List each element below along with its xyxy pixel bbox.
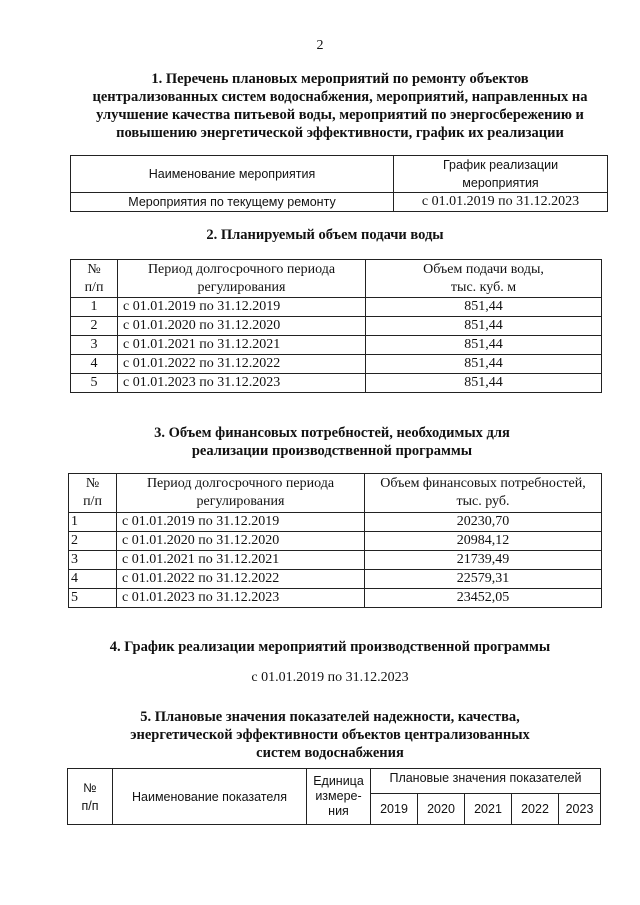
row-num: 5 (71, 374, 118, 393)
row-volume: 851,44 (366, 317, 602, 336)
header-schedule-line: График реализации (442, 158, 559, 172)
activity-schedule-cell: с 01.01.2019 по 31.12.2023 (394, 193, 608, 212)
row-period: с 01.01.2023 по 31.12.2023 (118, 374, 366, 393)
header-schedule-line: мероприятия (462, 176, 539, 190)
section4-title: 4. График реализации мероприятий производственной программы (109, 639, 551, 655)
row-finance: 20230,70 (365, 513, 602, 532)
row-volume: 851,44 (366, 355, 602, 374)
section1-title-line: повышению энергетической эффективности, график их реализации (116, 125, 564, 141)
section3-title-line: 3. Объем финансовых потребностей, необходимых для (154, 425, 510, 441)
row-period: с 01.01.2023 по 31.12.2023 (117, 589, 365, 608)
header-volume-line: тыс. куб. м (450, 279, 517, 295)
section1-title (40, 70, 640, 142)
header-finance-line: тыс. руб. (456, 494, 510, 509)
header-period (118, 260, 366, 298)
activities-table (70, 155, 608, 212)
header-unit-line: Единица (313, 774, 364, 788)
row-period: с 01.01.2021 по 31.12.2021 (118, 336, 366, 355)
header-year: 2021 (465, 794, 512, 825)
section3-title (32, 424, 632, 460)
header-num-line: п/п (81, 798, 99, 813)
header-period (117, 474, 365, 513)
header-year: 2022 (512, 794, 559, 825)
header-num (68, 769, 113, 825)
header-num-line: № (85, 476, 100, 491)
section1-title-line: улучшение качества питьевой воды, мероприятий по энергосбережению и (96, 107, 584, 123)
row-period: с 01.01.2021 по 31.12.2021 (117, 551, 365, 570)
section1-title-line: централизованных систем водоснабжения, мероприятий, направленных на (92, 89, 588, 105)
header-indicator-name: Наименование показателя (113, 769, 307, 825)
row-period: с 01.01.2019 по 31.12.2019 (118, 298, 366, 317)
header-num-line: № (87, 261, 101, 277)
section1-title-line: 1. Перечень плановых мероприятий по ремонту объектов (151, 71, 529, 87)
header-num-line: п/п (83, 494, 102, 509)
row-num: 1 (71, 298, 118, 317)
row-num: 2 (71, 317, 118, 336)
water-supply-table (70, 259, 602, 393)
row-num: 1 (69, 513, 117, 532)
header-period-line: регулирования (196, 494, 285, 509)
row-finance: 22579,31 (365, 570, 602, 589)
header-activity-schedule (394, 156, 608, 193)
row-num: 3 (69, 551, 117, 570)
row-finance: 23452,05 (365, 589, 602, 608)
row-num: 3 (71, 336, 118, 355)
indicators-table (67, 768, 601, 825)
header-period-line: регулирования (197, 279, 286, 295)
header-year: 2019 (371, 794, 418, 825)
financial-needs-table (68, 473, 602, 608)
row-finance: 20984,12 (365, 532, 602, 551)
header-activity-name: Наименование мероприятия (71, 156, 394, 193)
header-volume-line: Объем подачи воды, (423, 261, 544, 277)
row-period: с 01.01.2022 по 31.12.2022 (117, 570, 365, 589)
row-period: с 01.01.2022 по 31.12.2022 (118, 355, 366, 374)
section2-title: 2. Планируемый объем подачи воды (206, 227, 444, 243)
header-num (69, 474, 117, 513)
row-num: 4 (71, 355, 118, 374)
header-period-line: Период долгосрочного периода (147, 261, 336, 277)
header-year: 2020 (418, 794, 465, 825)
header-num-line: № (83, 780, 97, 795)
row-volume: 851,44 (366, 374, 602, 393)
section3-title-line: реализации производственной программы (191, 443, 473, 459)
row-volume: 851,44 (366, 336, 602, 355)
page-number: 2 (316, 38, 324, 53)
header-period-line: Период долгосрочного периода (146, 476, 335, 491)
row-finance: 21739,49 (365, 551, 602, 570)
header-unit-line: ния (328, 804, 349, 818)
row-period: с 01.01.2019 по 31.12.2019 (117, 513, 365, 532)
header-num (71, 260, 118, 298)
header-num-line: п/п (84, 279, 104, 295)
row-num: 4 (69, 570, 117, 589)
header-unit (307, 769, 371, 825)
section5-title (20, 708, 640, 762)
header-volume (366, 260, 602, 298)
row-volume: 851,44 (366, 298, 602, 317)
header-finance (365, 474, 602, 513)
activity-name-cell: Мероприятия по текущему ремонту (71, 193, 394, 212)
header-unit-line: измере- (315, 789, 362, 803)
header-planned-values: Плановые значения показателей (371, 769, 601, 794)
section5-title-line: систем водоснабжения (256, 745, 404, 761)
header-finance-line: Объем финансовых потребностей, (380, 476, 586, 491)
section5-title-line: 5. Плановые значения показателей надежности, качества, (140, 709, 520, 725)
section5-title-line: энергетической эффективности объектов централизованных (130, 727, 530, 743)
header-year: 2023 (559, 794, 601, 825)
row-period: с 01.01.2020 по 31.12.2020 (117, 532, 365, 551)
row-period: с 01.01.2020 по 31.12.2020 (118, 317, 366, 336)
row-num: 5 (69, 589, 117, 608)
section4-period: с 01.01.2019 по 31.12.2023 (251, 670, 409, 685)
row-num: 2 (69, 532, 117, 551)
